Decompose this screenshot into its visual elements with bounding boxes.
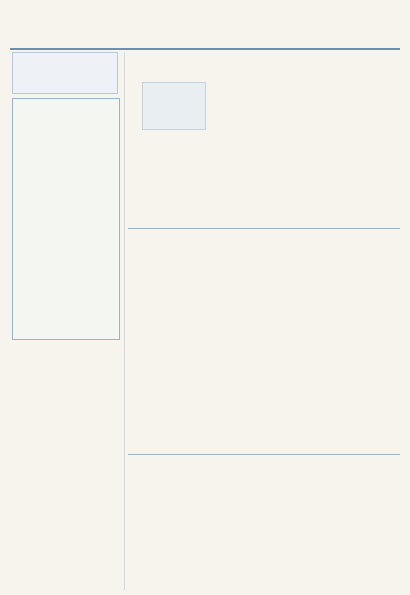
left-body-block xyxy=(16,243,78,331)
article3-body-block xyxy=(198,536,262,588)
article3-body-block xyxy=(130,534,192,588)
article3-body-block xyxy=(130,486,192,524)
article2-body-block xyxy=(130,386,192,450)
left-body-block xyxy=(12,342,118,368)
article-divider xyxy=(128,454,400,455)
article2-body-block xyxy=(130,320,192,376)
editor-info xyxy=(225,16,320,32)
article1-pullquote xyxy=(142,82,206,130)
article1-body-block xyxy=(342,84,398,144)
article1-body-block xyxy=(342,194,398,224)
article2-body-block xyxy=(336,267,398,347)
column-rule xyxy=(124,52,125,590)
left-body-block xyxy=(16,121,78,181)
left-body-block xyxy=(12,456,118,496)
article1-body-block xyxy=(212,84,272,184)
article3-body-block xyxy=(336,493,398,533)
article3-body-block xyxy=(336,543,398,588)
article2-body-block xyxy=(130,260,192,310)
article1-body-block xyxy=(212,194,272,224)
left-body-block xyxy=(16,191,78,231)
page-header xyxy=(10,8,400,50)
article1-body-block xyxy=(142,197,206,225)
left-body-block xyxy=(12,380,118,444)
article-divider xyxy=(128,228,400,229)
article2-body-block xyxy=(198,395,262,451)
article2-body-block xyxy=(336,357,398,451)
article3-body-block xyxy=(198,486,262,526)
article1-body-block xyxy=(342,154,398,184)
article1-body-block xyxy=(278,168,336,224)
intro-box xyxy=(12,52,118,94)
article2-body-block xyxy=(198,333,262,385)
article3-body-block xyxy=(268,493,330,588)
article2-body-block xyxy=(198,267,262,323)
article1-body-block xyxy=(142,134,206,140)
left-body-block xyxy=(12,548,118,588)
article2-body-block xyxy=(268,398,330,450)
article1-body-block xyxy=(278,84,336,158)
left-body-block xyxy=(12,500,118,544)
article1-body-block xyxy=(142,149,206,187)
article2-body-block xyxy=(268,260,330,326)
article2-body-block xyxy=(268,336,330,388)
